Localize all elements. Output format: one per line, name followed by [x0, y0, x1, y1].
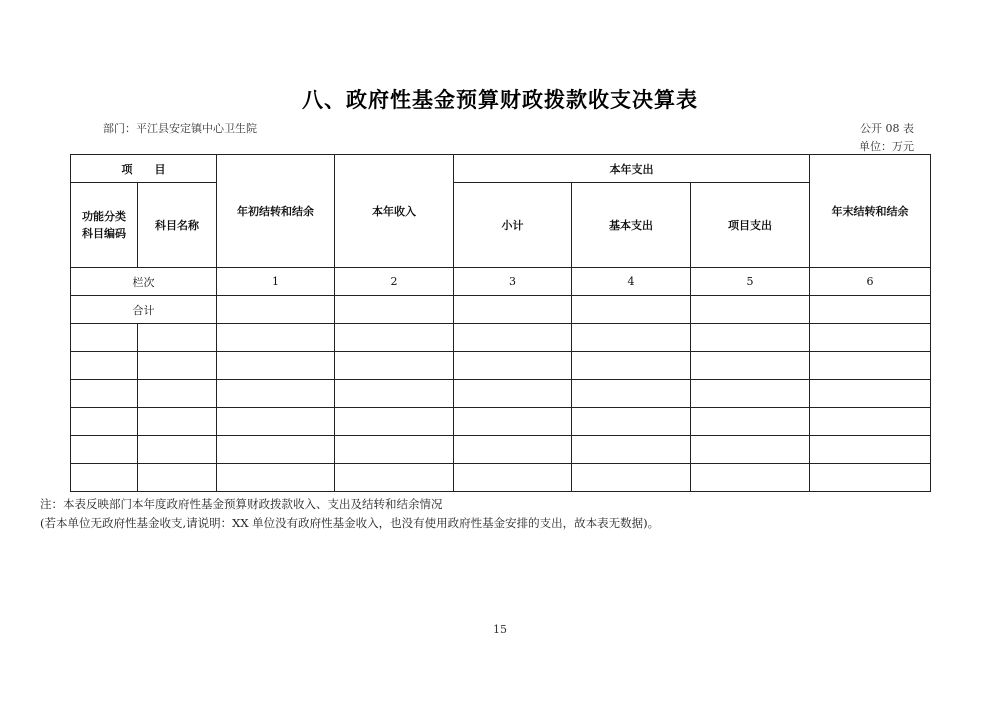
total-cell — [454, 296, 572, 324]
cell — [810, 408, 931, 436]
header-basic: 基本支出 — [572, 183, 691, 268]
cell — [810, 436, 931, 464]
col-num-4: 4 — [572, 268, 691, 296]
cell — [691, 380, 810, 408]
col-num-6: 6 — [810, 268, 931, 296]
cell — [138, 408, 217, 436]
cell — [572, 380, 691, 408]
cell — [217, 324, 335, 352]
cell — [138, 380, 217, 408]
note-line-1: 注：本表反映部门本年度政府性基金预算财政拨款收入、支出及结转和结余情况 — [40, 497, 443, 511]
cell — [691, 324, 810, 352]
page-number: 15 — [493, 623, 507, 636]
form-number: 公开 08 表 — [860, 122, 914, 135]
col-num-5: 5 — [691, 268, 810, 296]
cell — [335, 380, 454, 408]
col-num-2: 2 — [335, 268, 454, 296]
header-end-balance: 年末结转和结余 — [810, 155, 931, 268]
total-cell — [691, 296, 810, 324]
cell — [572, 408, 691, 436]
cell — [138, 436, 217, 464]
col-num-3: 3 — [454, 268, 572, 296]
cell — [810, 464, 931, 492]
cell — [691, 464, 810, 492]
cell — [454, 352, 572, 380]
cell — [572, 324, 691, 352]
row-index-label: 栏次 — [71, 268, 217, 296]
cell — [810, 324, 931, 352]
table-row — [71, 324, 931, 352]
cell — [71, 408, 138, 436]
total-cell — [572, 296, 691, 324]
cell — [138, 324, 217, 352]
budget-table — [70, 154, 931, 492]
cell — [71, 324, 138, 352]
cell — [572, 352, 691, 380]
table-row — [71, 464, 931, 492]
header-func-code-line2: 科目编码 — [82, 227, 126, 240]
header-subtotal: 小计 — [454, 183, 572, 268]
cell — [335, 324, 454, 352]
cell — [810, 380, 931, 408]
cell — [217, 436, 335, 464]
total-cell — [335, 296, 454, 324]
cell — [572, 464, 691, 492]
total-cell — [217, 296, 335, 324]
total-label: 合计 — [71, 296, 217, 324]
cell — [454, 324, 572, 352]
page-title: 八、政府性基金预算财政拨款收支决算表 — [302, 88, 698, 112]
cell — [138, 352, 217, 380]
cell — [71, 464, 138, 492]
cell — [217, 408, 335, 436]
cell — [810, 352, 931, 380]
cell — [454, 436, 572, 464]
cell — [335, 352, 454, 380]
header-begin-balance: 年初结转和结余 — [217, 155, 335, 268]
cell — [454, 464, 572, 492]
cell — [138, 464, 217, 492]
header-income: 本年收入 — [335, 155, 454, 268]
department-label: 部门：平江县安定镇中心卫生院 — [103, 122, 257, 135]
cell — [454, 380, 572, 408]
unit-label: 单位：万元 — [859, 140, 914, 153]
header-subject-name: 科目名称 — [138, 183, 217, 268]
cell — [335, 436, 454, 464]
table-row — [71, 352, 931, 380]
cell — [217, 352, 335, 380]
cell — [217, 464, 335, 492]
table-row — [71, 380, 931, 408]
cell — [335, 464, 454, 492]
cell — [572, 436, 691, 464]
total-cell — [810, 296, 931, 324]
col-num-1: 1 — [217, 268, 335, 296]
header-item: 项 目 — [71, 155, 217, 183]
cell — [691, 436, 810, 464]
cell — [691, 352, 810, 380]
header-func-code — [71, 183, 138, 268]
cell — [691, 408, 810, 436]
cell — [71, 352, 138, 380]
header-func-code-line1: 功能分类 — [82, 210, 126, 223]
table-row — [71, 436, 931, 464]
cell — [454, 408, 572, 436]
total-row — [71, 296, 931, 324]
cell — [217, 380, 335, 408]
header-expenditure: 本年支出 — [454, 155, 810, 183]
cell — [71, 436, 138, 464]
cell — [71, 380, 138, 408]
note-line-2: (若本单位无政府性基金收支,请说明：XX 单位没有政府性基金收入，也没有使用政府性基金安排的支出，故本表无数据)。 — [40, 516, 660, 530]
cell — [335, 408, 454, 436]
table-row — [71, 408, 931, 436]
column-index-row — [71, 268, 931, 296]
header-project: 项目支出 — [691, 183, 810, 268]
